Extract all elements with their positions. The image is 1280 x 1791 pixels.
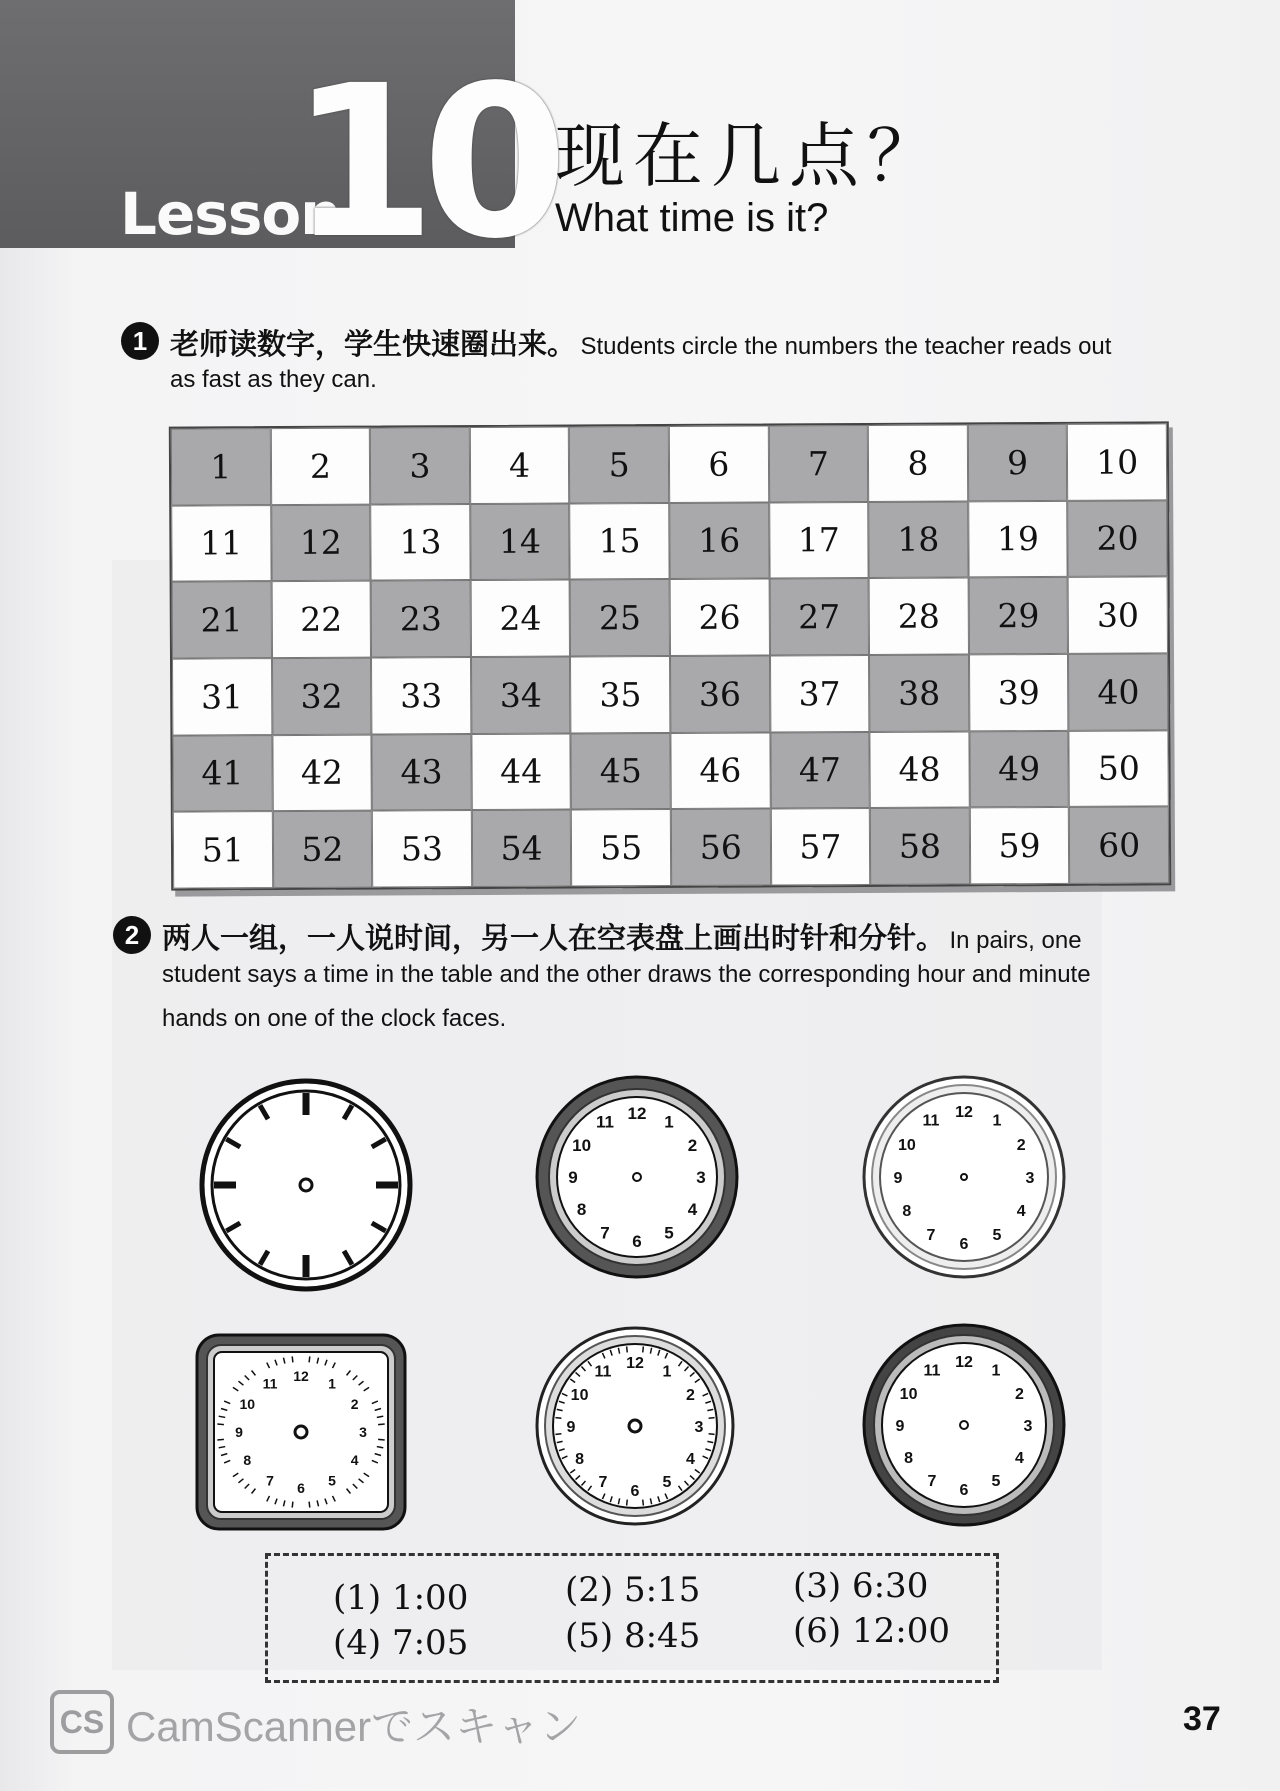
clock-minute-tick (643, 1500, 644, 1506)
clock-minute-tick (292, 1502, 293, 1508)
clock-numeral: 2 (350, 1396, 359, 1413)
clock-numeral: 5 (991, 1473, 1001, 1491)
clock-numeral: 2 (1016, 1136, 1026, 1154)
clock-numeral: 7 (266, 1472, 274, 1489)
section-2-instruction-chinese: 两人一组，一人说时间，另一人在空表盘上画出时针和分针。 (162, 923, 946, 955)
clock-numeral: 6 (959, 1481, 969, 1499)
clock-numeral: 3 (696, 1168, 706, 1188)
clock-minute-tick (217, 1424, 224, 1425)
grid-cell[interactable]: 8 (868, 424, 968, 501)
grid-cell[interactable]: 22 (271, 581, 371, 658)
clock-numeral: 6 (959, 1235, 969, 1253)
grid-cell[interactable]: 28 (869, 578, 969, 655)
clock-face-4-square (194, 1332, 408, 1532)
grid-cell[interactable]: 29 (968, 577, 1068, 654)
grid-cell[interactable]: 43 (372, 734, 472, 811)
clock-numeral: 12 (955, 1103, 973, 1121)
section-1-instruction-chinese: 老师读数字，学生快速圈出来。 (170, 329, 577, 361)
grid-cell[interactable]: 57 (770, 808, 870, 885)
grid-cell[interactable]: 33 (371, 657, 471, 734)
clock-minute-tick (378, 1439, 385, 1440)
grid-cell[interactable]: 38 (869, 654, 969, 731)
clock-face-2 (532, 1072, 742, 1282)
lesson-title-english: What time is it? (555, 196, 829, 240)
time-1: (1) 1:00 (333, 1578, 469, 1618)
clock-numeral: 10 (897, 1136, 916, 1154)
clock-minute-tick (309, 1502, 310, 1508)
section-2-instruction-english: In pairs, one (949, 927, 1082, 954)
clock-numeral: 3 (1025, 1169, 1035, 1187)
grid-cell[interactable]: 5 (569, 426, 669, 503)
section-1-instruction-continued: as fast as they can. (170, 366, 377, 393)
number-grid (169, 421, 1171, 890)
clock-numeral: 12 (626, 1354, 644, 1372)
grid-cell[interactable]: 9 (968, 424, 1068, 501)
grid-cell[interactable]: 44 (471, 733, 571, 810)
clock-face-1-drawing (196, 1075, 416, 1295)
clock-numeral: 10 (239, 1396, 256, 1413)
section-2-number: 2 (113, 916, 151, 954)
grid-cell[interactable]: 51 (173, 811, 273, 888)
grid-cell[interactable]: 4 (470, 427, 570, 504)
clock-numeral: 2 (685, 1386, 695, 1404)
clock-face-6-drawing (861, 1322, 1067, 1528)
grid-cell[interactable]: 40 (1068, 653, 1168, 730)
clock-numeral: 6 (630, 1482, 640, 1500)
clock-numeral: 7 (926, 1226, 936, 1244)
clock-numeral: 10 (572, 1136, 592, 1156)
grid-cell[interactable]: 12 (271, 504, 371, 581)
grid-cell[interactable]: 58 (870, 808, 970, 885)
clock-numeral: 3 (694, 1418, 704, 1436)
clock-minute-tick (643, 1346, 644, 1352)
lesson-label: Lesson (120, 180, 341, 248)
grid-cell[interactable]: 46 (670, 732, 770, 809)
grid-cell[interactable]: 56 (671, 809, 771, 886)
clock-numeral: 5 (662, 1474, 672, 1492)
time-5: (5) 8:45 (565, 1616, 701, 1656)
clock-minute-tick (709, 1418, 715, 1419)
grid-cell[interactable]: 59 (970, 807, 1070, 884)
section-1-instruction-english: Students circle the numbers the teacher reads out (580, 333, 1112, 360)
grid-cell[interactable]: 2 (270, 428, 370, 505)
clock-numeral: 11 (922, 1112, 940, 1130)
clock-minute-tick (709, 1434, 715, 1435)
clock-numeral: 1 (328, 1375, 336, 1392)
clock-numeral: 8 (575, 1450, 585, 1468)
clock-numeral: 8 (243, 1452, 252, 1469)
clock-numeral: 1 (664, 1112, 674, 1132)
clock-face-6 (861, 1322, 1067, 1528)
grid-cell[interactable]: 37 (770, 655, 870, 732)
clock-numeral: 1 (992, 1112, 1002, 1130)
grid-cell[interactable]: 31 (172, 658, 272, 735)
section-2-instruction (162, 916, 1082, 957)
section-2-instruction-line-3: hands on one of the clock faces. (162, 1005, 507, 1032)
lesson-number: 10 (290, 40, 555, 285)
grid-cell[interactable]: 30 (1068, 577, 1168, 654)
section-1-instruction (170, 322, 1111, 363)
clock-numeral: 9 (568, 1168, 578, 1188)
clock-minute-tick (555, 1418, 561, 1419)
grid-cell[interactable]: 18 (868, 501, 968, 578)
grid-cell[interactable]: 14 (470, 503, 570, 580)
clock-numeral: 6 (297, 1480, 305, 1497)
clock-numeral: 8 (576, 1200, 587, 1220)
clock-numeral: 10 (899, 1385, 918, 1403)
clock-face-3-drawing (859, 1072, 1069, 1282)
grid-cell[interactable]: 36 (670, 655, 770, 732)
clock-minute-tick (378, 1424, 385, 1425)
grid-cell[interactable]: 24 (470, 580, 570, 657)
grid-cell[interactable]: 10 (1067, 423, 1167, 500)
clock-numeral: 2 (687, 1136, 698, 1156)
grid-cell[interactable]: 25 (570, 579, 670, 656)
clock-numeral: 7 (927, 1473, 937, 1491)
section-1-number: 1 (121, 322, 159, 360)
grid-cell[interactable]: 20 (1068, 500, 1168, 577)
clock-numeral: 9 (895, 1417, 905, 1435)
grid-cell[interactable]: 19 (968, 501, 1068, 578)
clock-numeral: 12 (955, 1353, 973, 1371)
clock-numeral: 5 (992, 1226, 1002, 1244)
lesson-title-chinese: 现在几点？ (555, 115, 945, 197)
clock-face-5-drawing (534, 1325, 736, 1527)
clock-numeral: 6 (632, 1232, 642, 1252)
clock-numeral: 3 (1023, 1417, 1033, 1435)
grid-cell[interactable]: 23 (371, 580, 471, 657)
grid-cell[interactable]: 15 (570, 503, 670, 580)
grid-cell[interactable]: 45 (571, 733, 671, 810)
clock-numeral: 4 (1014, 1449, 1024, 1467)
clock-minute-tick (309, 1356, 310, 1362)
clock-numeral: 11 (596, 1112, 614, 1132)
clock-numeral: 12 (627, 1104, 647, 1124)
clock-numeral: 11 (923, 1362, 941, 1380)
grid-cell[interactable]: 26 (670, 579, 770, 656)
grid-cell[interactable]: 50 (1069, 730, 1169, 807)
clock-numeral: 5 (328, 1472, 336, 1489)
clock-numeral: 12 (293, 1368, 309, 1385)
grid-cell[interactable]: 49 (969, 731, 1069, 808)
clock-face-4-drawing (194, 1332, 408, 1532)
clock-numeral: 4 (685, 1450, 695, 1468)
clock-numeral: 11 (262, 1375, 278, 1392)
grid-cell[interactable]: 1 (171, 428, 271, 505)
time-3: (3) 6:30 (793, 1566, 929, 1606)
clock-numeral: 11 (594, 1363, 612, 1381)
grid-cell[interactable]: 39 (969, 654, 1069, 731)
grid-cell[interactable]: 34 (471, 657, 571, 734)
grid-cell[interactable]: 60 (1069, 807, 1169, 884)
grid-cell[interactable]: 3 (370, 427, 470, 504)
clock-numeral: 3 (359, 1424, 367, 1441)
clock-numeral: 10 (570, 1386, 589, 1404)
clock-numeral: 1 (991, 1362, 1001, 1380)
clock-face-2-drawing (532, 1072, 742, 1282)
time-6: (6) 12:00 (793, 1611, 950, 1651)
grid-cell[interactable]: 32 (272, 658, 372, 735)
grid-cell[interactable]: 35 (570, 656, 670, 733)
clock-minute-tick (292, 1356, 293, 1362)
grid-cell[interactable]: 48 (870, 731, 970, 808)
grid-cell[interactable]: 27 (769, 578, 869, 655)
clock-numeral: 9 (566, 1418, 576, 1436)
grid-cell[interactable]: 21 (172, 581, 272, 658)
grid-cell[interactable]: 7 (768, 425, 868, 502)
clock-minute-tick (555, 1434, 561, 1435)
time-4: (4) 7:05 (333, 1623, 469, 1663)
grid-cell[interactable]: 47 (770, 732, 870, 809)
grid-cell[interactable]: 55 (571, 809, 671, 886)
grid-cell[interactable]: 17 (769, 502, 869, 579)
camscanner-watermark: CamScannerでスキャン (126, 1703, 582, 1750)
clock-face-3 (859, 1072, 1069, 1282)
grid-cell[interactable]: 11 (171, 505, 271, 582)
grid-cell[interactable]: 41 (172, 735, 272, 812)
clock-numeral: 8 (902, 1202, 912, 1220)
clock-numeral: 2 (1014, 1385, 1024, 1403)
clock-numeral: 1 (662, 1363, 672, 1381)
clock-numeral: 4 (687, 1200, 698, 1220)
grid-cell[interactable]: 53 (372, 810, 472, 887)
times-table (265, 1553, 999, 1683)
grid-cell[interactable]: 6 (669, 425, 769, 502)
clock-numeral: 5 (664, 1223, 674, 1243)
time-2: (2) 5:15 (565, 1570, 701, 1610)
lesson-banner (0, 0, 555, 285)
grid-cell[interactable]: 13 (370, 504, 470, 581)
clock-numeral: 9 (893, 1169, 903, 1187)
grid-cell[interactable]: 54 (472, 810, 572, 887)
grid-cell[interactable]: 42 (272, 734, 372, 811)
section-2-instruction-line-2: student says a time in the table and the other draws the corresponding hour and minute (162, 961, 1091, 988)
clock-numeral: 8 (904, 1449, 914, 1467)
clock-numeral: 4 (1016, 1202, 1026, 1220)
clock-face-5 (534, 1325, 736, 1527)
camscanner-logo: CS (50, 1690, 114, 1754)
clock-numeral: 4 (350, 1452, 359, 1469)
clock-numeral: 7 (598, 1474, 608, 1492)
clock-numeral: 9 (235, 1424, 243, 1441)
clock-minute-tick (627, 1346, 628, 1352)
grid-cell[interactable]: 16 (669, 502, 769, 579)
clock-minute-tick (627, 1500, 628, 1506)
page-number: 37 (1183, 1700, 1221, 1738)
clock-minute-tick (217, 1439, 224, 1440)
clock-face-1 (196, 1075, 416, 1295)
grid-cell[interactable]: 52 (272, 811, 372, 888)
clock-numeral: 7 (600, 1223, 610, 1243)
